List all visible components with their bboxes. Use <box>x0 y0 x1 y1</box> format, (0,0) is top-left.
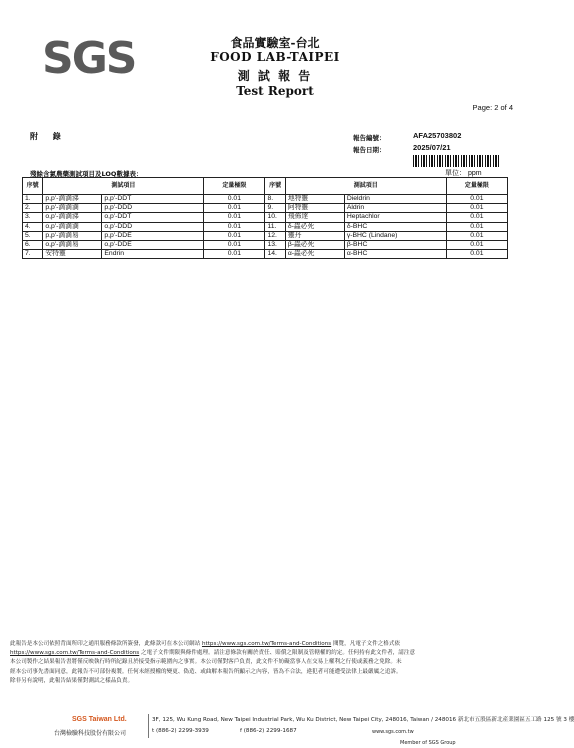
pesticide-loq-table <box>22 177 508 259</box>
company-name-zh: 台灣檢驗科技股份有限公司 <box>54 730 127 737</box>
table-header-row <box>23 178 508 195</box>
company-tel: t (886-2) 2299-3939 <box>152 728 209 734</box>
item-name-en: β-BHC <box>344 240 446 249</box>
section-title: 殘餘含氯農藥測試項目及LOQ數據表： <box>30 170 143 178</box>
item-name-en: o,p'-DDE <box>102 240 204 249</box>
item-name-zh: α-蟲必死 <box>285 250 344 259</box>
row-no: 11. <box>265 222 285 231</box>
report-no-value: AFA25703802 <box>413 131 462 140</box>
item-name-en: o,p'-DDT <box>102 213 204 222</box>
appendix-label: 附 錄 <box>30 132 67 141</box>
loq-value: 0.01 <box>204 195 265 204</box>
loq-value: 0.01 <box>204 250 265 259</box>
table-row <box>23 222 508 231</box>
row-no: 9. <box>265 204 285 213</box>
loq-value: 0.01 <box>204 204 265 213</box>
item-name-en: γ-BHC (Lindane) <box>344 231 446 240</box>
header-subtitle-zh: 測 試 報 告 <box>237 69 313 83</box>
company-name-en: SGS Taiwan Ltd. <box>72 716 127 723</box>
terms-disclaimer <box>10 640 517 686</box>
company-address: 3F, 125, Wu Kung Road, New Taipei Industrial Park, Wu Ku District, New Taipei City, 248016, Taiwan / 248016 新北市五股區新北產業園區五工路 125 號 3 樓 <box>152 717 574 723</box>
item-name-zh: o,p'-滴滴涕 <box>43 213 102 222</box>
report-no-label: 報告編號： <box>353 134 386 142</box>
row-no: 3. <box>23 213 43 222</box>
item-name-zh: o,p'-滴滴易 <box>43 240 102 249</box>
item-name-en: Aldrin <box>344 204 446 213</box>
item-name-en: p,p'-DDD <box>102 204 204 213</box>
footer-divider <box>148 714 149 738</box>
header-item-right: 測試項目 <box>285 178 446 195</box>
item-name-zh: β-蟲必死 <box>285 240 344 249</box>
report-date-value: 2025/07/21 <box>413 143 451 152</box>
item-name-zh: 地特靈 <box>285 195 344 204</box>
loq-value: 0.01 <box>446 240 507 249</box>
item-name-en: Endrin <box>102 250 204 259</box>
header-title-en: FOOD LAB-TAIPEI <box>210 50 340 64</box>
row-no: 10. <box>265 213 285 222</box>
row-no: 7. <box>23 250 43 259</box>
item-name-zh: p,p'-滴滴滴 <box>43 204 102 213</box>
item-name-zh: o,p'-滴滴滴 <box>43 222 102 231</box>
item-name-zh: p,p'-滴滴涕 <box>43 195 102 204</box>
loq-value: 0.01 <box>446 250 507 259</box>
item-name-en: Dieldrin <box>344 195 446 204</box>
company-fax: f (886-2) 2299-1687 <box>240 728 297 734</box>
terms-link-2[interactable]: https://www.sgs.com.tw/Terms-and-Conditions <box>10 650 140 657</box>
loq-value: 0.01 <box>204 213 265 222</box>
row-no: 8. <box>265 195 285 204</box>
item-name-zh: 阿特靈 <box>285 204 344 213</box>
loq-value: 0.01 <box>446 195 507 204</box>
terms-line4: 經本公司事先書面同意，此報告不可部份複製。任何未經授權的變更、偽造、或曲解本報告所顯示之內容，皆為不合法，違犯者可能遭受法律上最嚴厲之追訴。 <box>10 668 402 675</box>
header-item-left: 測試項目 <box>43 178 204 195</box>
terms-line2: 之電子文件期限與條件處理。請注意條款有關於責任、賠償之限制及管轄權的約定。任何持有此文件者，請注意 <box>139 650 416 657</box>
loq-value: 0.01 <box>204 240 265 249</box>
unit-label: 單位： ppm <box>445 170 482 177</box>
item-name-en: Heptachlor <box>344 213 446 222</box>
loq-value: 0.01 <box>204 231 265 240</box>
row-no: 2. <box>23 204 43 213</box>
company-website[interactable]: www.sgs.com.tw <box>372 729 414 735</box>
terms-line1b: 閱覽，凡電子文件之格式依 <box>331 641 401 647</box>
table-row <box>23 240 508 249</box>
report-date-label: 報告日期： <box>353 146 386 154</box>
item-name-zh: 飛佈達 <box>285 213 344 222</box>
header-loq-right: 定量極限 <box>446 178 507 195</box>
item-name-zh: 安特靈 <box>43 250 102 259</box>
table-row <box>23 231 508 240</box>
header-subtitle-en: Test Report <box>236 84 314 98</box>
table-row <box>23 250 508 259</box>
loq-value: 0.01 <box>446 213 507 222</box>
header-loq-left: 定量極限 <box>204 178 265 195</box>
item-name-zh: δ-蟲必死 <box>285 222 344 231</box>
row-no: 12. <box>265 231 285 240</box>
row-no: 4. <box>23 222 43 231</box>
item-name-en: δ-BHC <box>344 222 446 231</box>
sgs-logo: SGS <box>42 33 136 84</box>
row-no: 1. <box>23 195 43 204</box>
table-row <box>23 204 508 213</box>
item-name-en: α-BHC <box>344 250 446 259</box>
row-no: 6. <box>23 240 43 249</box>
loq-value: 0.01 <box>446 231 507 240</box>
row-no: 5. <box>23 231 43 240</box>
item-name-zh: 靈丹 <box>285 231 344 240</box>
terms-line3: 本公司製作之結果報告書將僅反映執行時所紀錄且於接受指示範圍內之事實。本公司僅對客戶負責，此文件不妨礙當事人在交易上權利之行使或義務之免除。未 <box>10 659 402 666</box>
terms-link-1[interactable]: https://www.sgs.com.tw/Terms-and-Conditions <box>201 641 332 647</box>
member-of-sgs-group: Member of SGS Group <box>400 740 456 746</box>
table-row <box>23 213 508 222</box>
item-name-zh: p,p'-滴滴易 <box>43 231 102 240</box>
loq-value: 0.01 <box>446 204 507 213</box>
header-no-right: 序號 <box>265 178 285 195</box>
item-name-en: p,p'-DDE <box>102 231 204 240</box>
item-name-en: p,p'-DDT <box>102 195 204 204</box>
terms-line5: 除非另有說明，此報告結果僅對測試之樣品負責。 <box>10 677 134 684</box>
page-number: Page: 2 of 4 <box>472 103 513 112</box>
loq-value: 0.01 <box>446 222 507 231</box>
header-title-zh: 食品實驗室-台北 <box>230 36 320 50</box>
terms-line1a: 此報告是本公司依照背面所印之通用服務條款所簽發，此條款可在本公司網站 <box>10 641 202 647</box>
header-no-left: 序號 <box>23 178 43 195</box>
row-no: 14. <box>265 250 285 259</box>
table-row <box>23 195 508 204</box>
barcode <box>413 155 501 167</box>
row-no: 13. <box>265 240 285 249</box>
item-name-en: o,p'-DDD <box>102 222 204 231</box>
loq-value: 0.01 <box>204 222 265 231</box>
